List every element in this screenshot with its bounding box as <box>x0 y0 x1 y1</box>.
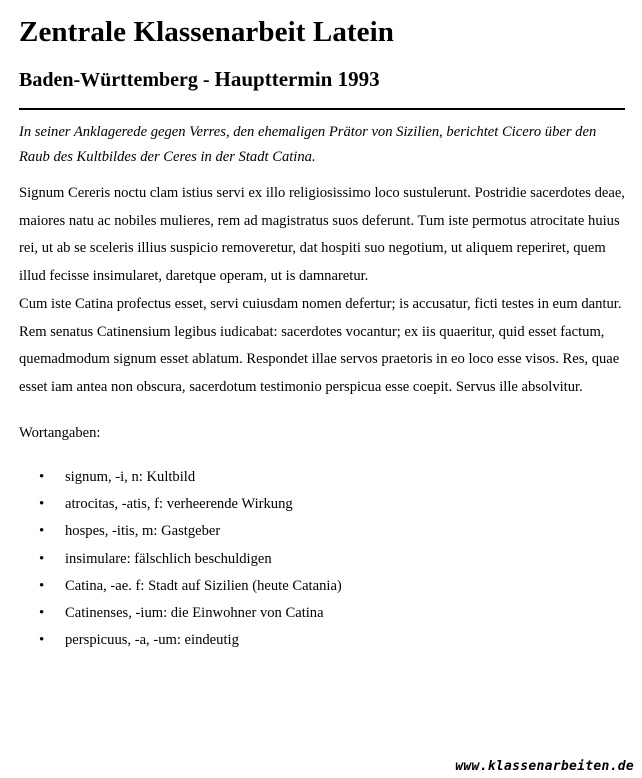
list-item <box>19 602 625 629</box>
horizontal-rule <box>19 108 625 110</box>
vocab-list <box>19 466 625 657</box>
latin-paragraph-2: Cum iste Catina profectus esset, servi cuiusdam nomen defertur; is accusatur, ficti testes in eum dantur. Rem senatus Catinensium legibus iudicabat: sacerdotes vocantur; ex iis quaeritur, quid esset factum, quemadmodum signum esset ablatum. Respondet illae servos praetoris in eo loco esse visos. Res, quae esset iam antea non obscura, sacerdotum testimonio perspicua esse coepit. Servus ille absolvitur. <box>19 295 622 395</box>
vocab-entry: hospes, -itis, m: Gastgeber <box>65 523 221 540</box>
site-watermark: www.klassenarbeiten.de <box>455 759 634 774</box>
list-item <box>19 548 625 575</box>
list-item <box>19 493 625 520</box>
bullet-icon: • <box>39 523 45 540</box>
vocab-entry: perspicuus, -a, -um: eindeutig <box>65 632 239 649</box>
vocab-entry: Catinenses, -ium: die Einwohner von Catina <box>65 605 324 622</box>
page-subtitle <box>19 66 625 95</box>
latin-text <box>19 180 625 402</box>
vocab-entry: Catina, -ae. f: Stadt auf Sizilien (heute Catania) <box>65 577 342 594</box>
bullet-icon: • <box>39 550 45 567</box>
page-title: Zentrale Klassenarbeit Latein <box>19 16 395 48</box>
list-item <box>19 466 625 493</box>
latin-paragraph-1: Signum Cereris noctu clam istius servi ex illo religiosissimo loco sustulerunt. Postridie sacerdotes deae, maiores natu ac nobiles mulieres, rem ad magistratus suos deferunt. Tum iste permotus atrocitate huius rei, ut ab se sceleris illius suspicio removeretur, dat hospiti suo negotium, ut aliquem reperiret, quem illud fecisse insimularet, daretque operam, ut is damnaretur. <box>19 185 625 285</box>
bullet-icon: • <box>39 468 45 485</box>
vocab-entry: insimulare: fälschlich beschuldigen <box>65 550 272 567</box>
bullet-icon: • <box>39 495 45 512</box>
vocab-entry: signum, -i, n: Kultbild <box>65 468 196 485</box>
list-item <box>19 575 625 602</box>
bullet-icon: • <box>39 632 45 649</box>
document-page <box>19 12 625 657</box>
list-item <box>19 520 625 547</box>
intro-text: In seiner Anklagerede gegen Verres, den ehemaligen Prätor von Sizilien, berichtet Cicero über den Raub des Kultbildes der Ceres in der Stadt Catina. <box>19 124 597 165</box>
vocab-heading: Wortangaben: <box>19 424 101 441</box>
subtitle-region: Baden-Württemberg - <box>19 69 215 91</box>
vocab-entry: atrocitas, -atis, f: verheerende Wirkung <box>65 495 293 512</box>
subtitle-session: Haupttermin 1993 <box>214 67 380 91</box>
list-item <box>19 629 625 656</box>
bullet-icon: • <box>39 577 45 594</box>
bullet-icon: • <box>39 605 45 622</box>
